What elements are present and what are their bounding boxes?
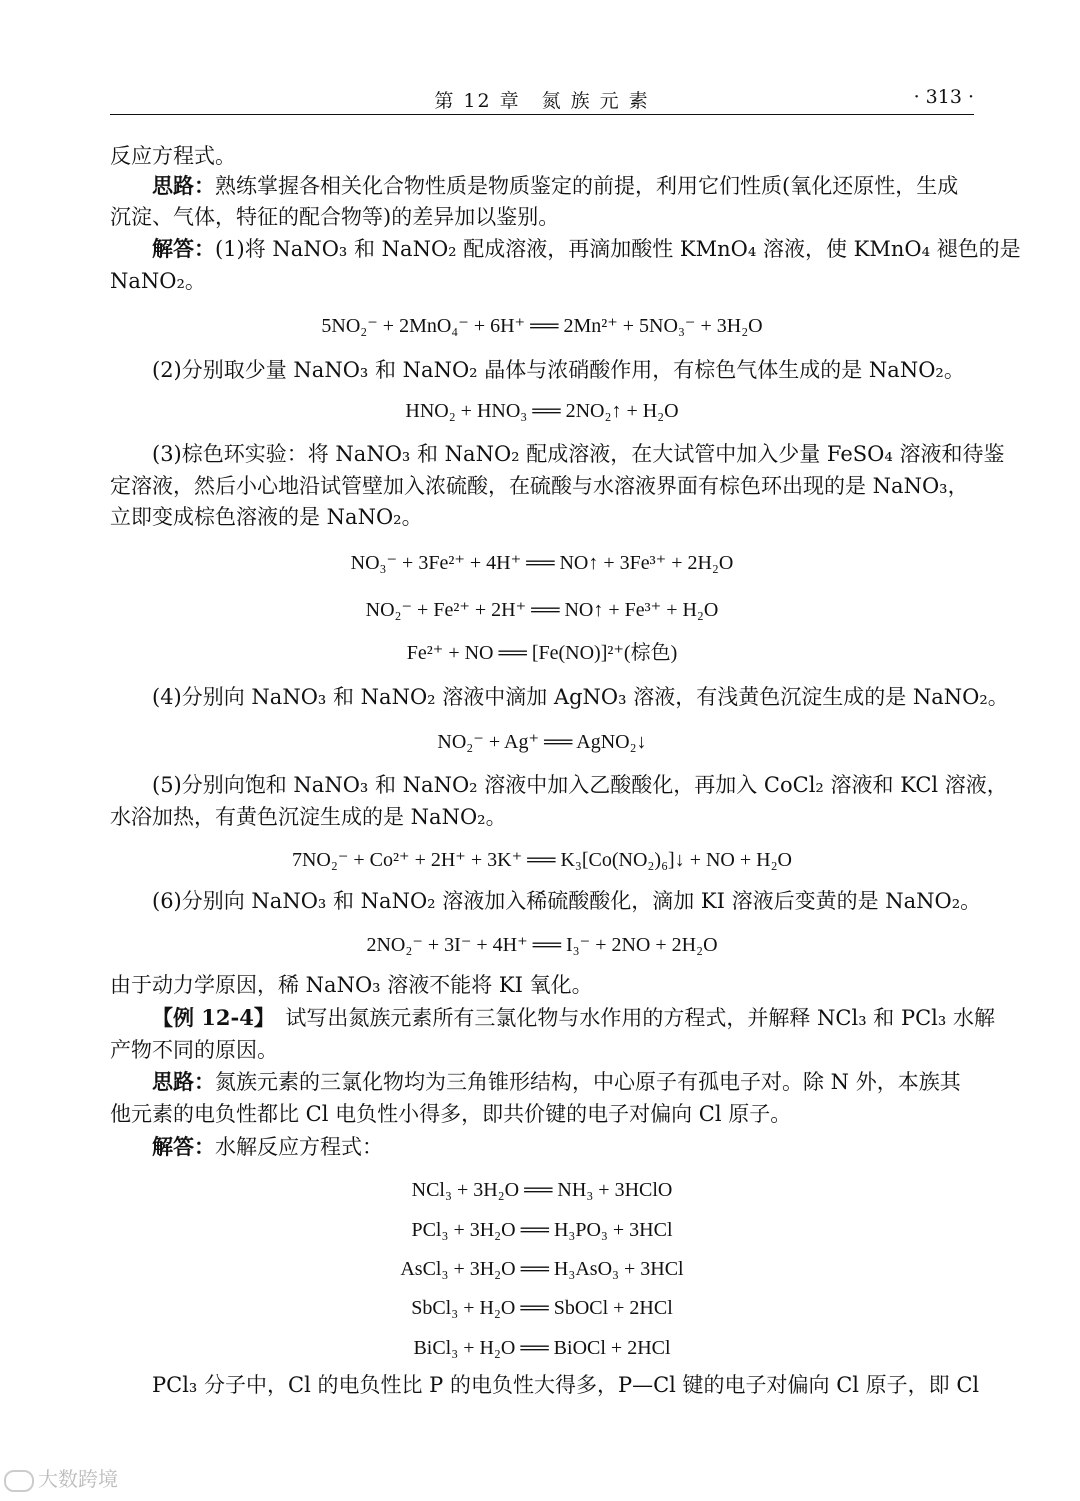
header-rule bbox=[110, 114, 974, 115]
chemical-equation: SbCl₃ + H₂O ══ SbOCl + 2HCl bbox=[411, 1297, 673, 1319]
chapter-title: 第 12 章 氮 族 元 素 bbox=[434, 90, 650, 112]
line-text: (1)将 NaNO₃ 和 NaNO₂ 配成溶液，再滴加酸性 KMnO₄ 溶液，使 KMnO₄ 褪色的是 bbox=[215, 237, 1021, 261]
line-text: (6)分别向 NaNO₃ 和 NaNO₂ 溶液加入稀硫酸酸化，滴加 KI 溶液后变黄的是 NaNO₂。 bbox=[152, 889, 982, 913]
text-line bbox=[152, 771, 1008, 799]
line-text: 氮族元素的三氯化物均为三角锥形结构，中心原子有孤电子对。除 N 外，本族其 bbox=[215, 1070, 961, 1094]
section-label: 解答： bbox=[152, 236, 215, 261]
chemical-equation: AsCl₃ + 3H₂O ══ H₃AsO₃ + 3HCl bbox=[400, 1258, 684, 1280]
section-label: 思路： bbox=[152, 1069, 215, 1094]
text-line bbox=[152, 1371, 980, 1399]
text-line bbox=[152, 440, 1005, 468]
text-line bbox=[110, 1100, 974, 1128]
text-line bbox=[110, 803, 974, 831]
line-text: 水浴加热，有黄色沉淀生成的是 NaNO₂。 bbox=[110, 805, 507, 829]
section-label: 解答： bbox=[152, 1134, 215, 1159]
line-text: 反应方程式。 bbox=[110, 144, 236, 168]
text-line bbox=[110, 472, 974, 500]
section-label: 思路： bbox=[152, 173, 215, 198]
text-line bbox=[152, 1004, 995, 1032]
watermark bbox=[4, 1463, 118, 1492]
running-header bbox=[110, 86, 974, 114]
line-text: 他元素的电负性都比 Cl 电负性小得多，即共价键的电子对偏向 Cl 原子。 bbox=[110, 1102, 792, 1126]
text-line bbox=[110, 267, 974, 295]
chemical-equation: 5NO₂⁻ + 2MnO₄⁻ + 6H⁺ ══ 2Mn²⁺ + 5NO₃⁻ + 3H₂O bbox=[321, 315, 763, 337]
text-line bbox=[152, 887, 982, 915]
text-line bbox=[110, 503, 974, 531]
text-line bbox=[110, 142, 974, 170]
chemical-equation: BiCl₃ + H₂O ══ BiOCl + 2HCl bbox=[413, 1337, 671, 1359]
chemical-equation: NCl₃ + 3H₂O ══ NH₃ + 3HClO bbox=[411, 1179, 673, 1201]
chemical-equation: NO₃⁻ + 3Fe²⁺ + 4H⁺ ══ NO↑ + 3Fe³⁺ + 2H₂O bbox=[350, 552, 734, 574]
line-text: 产物不同的原因。 bbox=[110, 1038, 278, 1062]
line-text: 立即变成棕色溶液的是 NaNO₂。 bbox=[110, 505, 423, 529]
chemical-equation: 2NO₂⁻ + 3I⁻ + 4H⁺ ══ I₃⁻ + 2NO + 2H₂O bbox=[366, 934, 718, 956]
line-text: 熟练掌握各相关化合物性质是物质鉴定的前提，利用它们性质(氧化还原性，生成 bbox=[215, 174, 959, 198]
text-line bbox=[152, 683, 1009, 711]
line-text: 定溶液，然后小心地沿试管壁加入浓硫酸，在硫酸与水溶液界面有棕色环出现的是 NaNO₃， bbox=[110, 474, 969, 498]
text-line bbox=[152, 1068, 974, 1096]
line-text: (4)分别向 NaNO₃ 和 NaNO₂ 溶液中滴加 AgNO₃ 溶液，有浅黄色沉淀生成的是 NaNO₂。 bbox=[152, 685, 1009, 709]
chemical-equation: HNO₂ + HNO₃ ══ 2NO₂↑ + H₂O bbox=[405, 400, 679, 422]
text-line bbox=[152, 235, 1021, 263]
section-label: 【例 12-4】 bbox=[152, 1005, 265, 1030]
page-number: · 313 · bbox=[913, 86, 974, 108]
line-text: 沉淀、气体，特征的配合物等)的差异加以鉴别。 bbox=[110, 205, 560, 229]
chemical-equation: NO₂⁻ + Ag⁺ ══ AgNO₂↓ bbox=[437, 731, 647, 753]
line-text: PCl₃ 分子中，Cl 的电负性比 P 的电负性大得多，P—Cl 键的电子对偏向 Cl 原子，即 Cl bbox=[152, 1373, 980, 1397]
chemical-equation: Fe²⁺ + NO ══ [Fe(NO)]²⁺(棕色) bbox=[406, 642, 678, 664]
logo-icon bbox=[4, 1470, 34, 1492]
line-text: 由于动力学原因，稀 NaNO₃ 溶液不能将 KI 氧化。 bbox=[110, 973, 593, 997]
line-text: NaNO₂。 bbox=[110, 269, 206, 293]
text-line bbox=[110, 1036, 974, 1064]
line-text: 试写出氮族元素所有三氯化物与水作用的方程式，并解释 NCl₃ 和 PCl₃ 水解 bbox=[264, 1006, 995, 1030]
text-line bbox=[152, 356, 974, 384]
text-line bbox=[110, 971, 974, 999]
line-text: (2)分别取少量 NaNO₃ 和 NaNO₂ 晶体与浓硝酸作用，有棕色气体生成的是 NaNO₂。 bbox=[152, 358, 965, 382]
watermark-text: 大数跨境 bbox=[38, 1467, 118, 1491]
chemical-equation: NO₂⁻ + Fe²⁺ + 2H⁺ ══ NO↑ + Fe³⁺ + H₂O bbox=[365, 599, 719, 621]
text-line bbox=[152, 1133, 974, 1161]
chemical-equation: PCl₃ + 3H₂O ══ H₃PO₃ + 3HCl bbox=[411, 1219, 673, 1241]
line-text: (5)分别向饱和 NaNO₃ 和 NaNO₂ 溶液中加入乙酸酸化，再加入 CoCl₂ 溶液和 KCl 溶液， bbox=[152, 773, 1008, 797]
line-text: (3)棕色环实验：将 NaNO₃ 和 NaNO₂ 配成溶液，在大试管中加入少量 FeSO₄ 溶液和待鉴 bbox=[152, 442, 1005, 466]
line-text: 水解反应方程式： bbox=[215, 1135, 383, 1159]
text-line bbox=[110, 203, 974, 231]
text-line bbox=[152, 172, 974, 200]
chemical-equation: 7NO₂⁻ + Co²⁺ + 2H⁺ + 3K⁺ ══ K₃[Co(NO₂)₆]↓ + NO + H₂O bbox=[291, 849, 793, 871]
